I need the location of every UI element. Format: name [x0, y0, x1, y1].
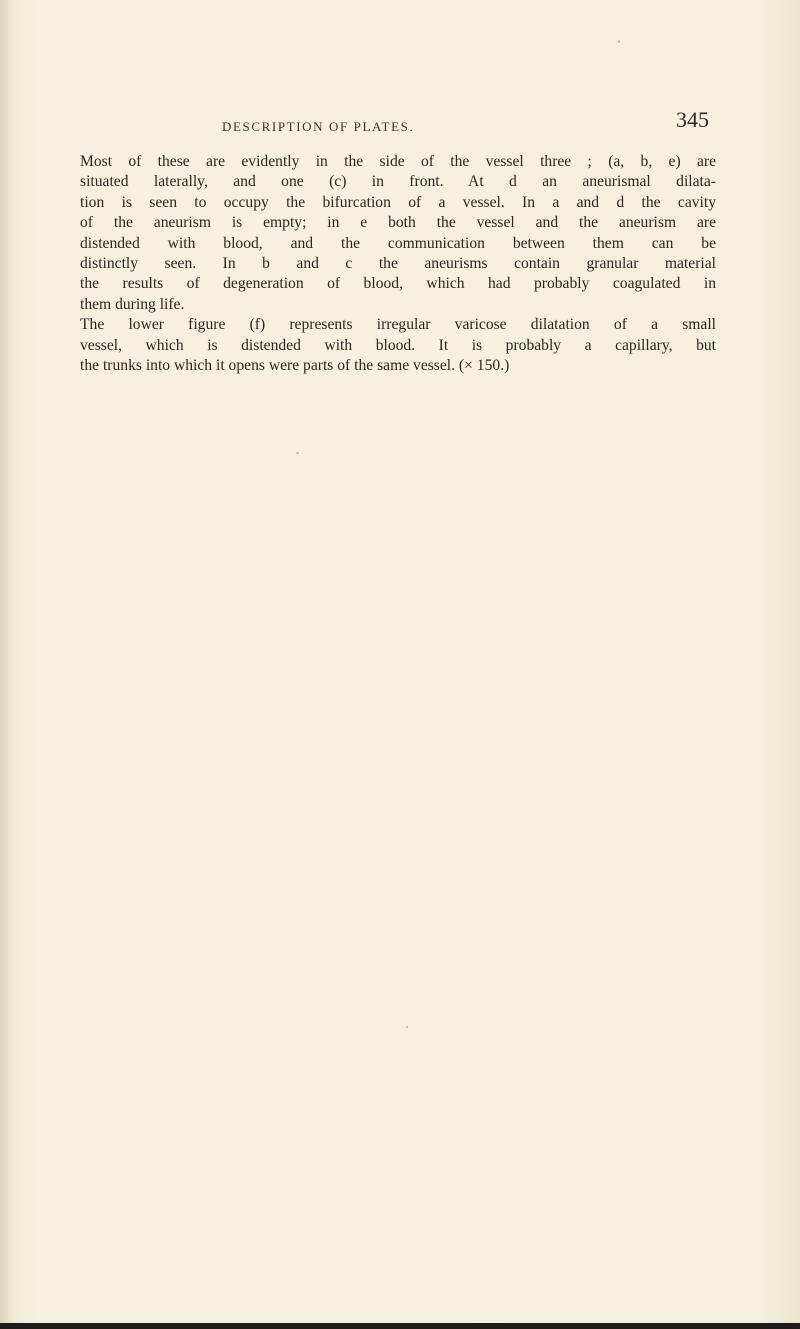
- running-title: DESCRIPTION OF PLATES.: [222, 119, 415, 134]
- paper-speck: [296, 452, 299, 454]
- text-line: distended with blood, and the communication between them can be: [80, 234, 716, 252]
- text-line: the results of degeneration of blood, which had probably coagulated in: [80, 275, 716, 293]
- paragraph-1: [80, 152, 716, 315]
- text-line: distinctly seen. In b and c the aneurisms contain granular material: [80, 255, 716, 273]
- text-line: situated laterally, and one (c) in front. At d an aneurismal dilata-: [80, 173, 716, 191]
- text-line: tion is seen to occupy the bifurcation of a vessel. In a and d the cavity: [80, 193, 716, 211]
- page-number: 345: [676, 107, 709, 132]
- binding-shadow: [0, 0, 14, 1329]
- text-line: them during life.: [80, 295, 185, 313]
- paragraph-2: [80, 315, 716, 376]
- paper-speck: [406, 1026, 408, 1028]
- body-text: [80, 152, 716, 376]
- text-line: Most of these are evidently in the side of the vessel three ; (a, b, e) are: [80, 153, 716, 170]
- text-line: The lower figure (f) represents irregular varicose dilatation of a small: [80, 316, 716, 334]
- page-bottom-edge: [0, 1323, 800, 1329]
- text-line: the trunks into which it opens were parts of the same vessel. (× 150.): [80, 357, 510, 375]
- text-line: of the aneurism is empty; in e both the vessel and the aneurism are: [80, 214, 716, 232]
- paper-speck: [618, 40, 620, 43]
- text-line: vessel, which is distended with blood. It is probably a capillary, but: [80, 336, 716, 354]
